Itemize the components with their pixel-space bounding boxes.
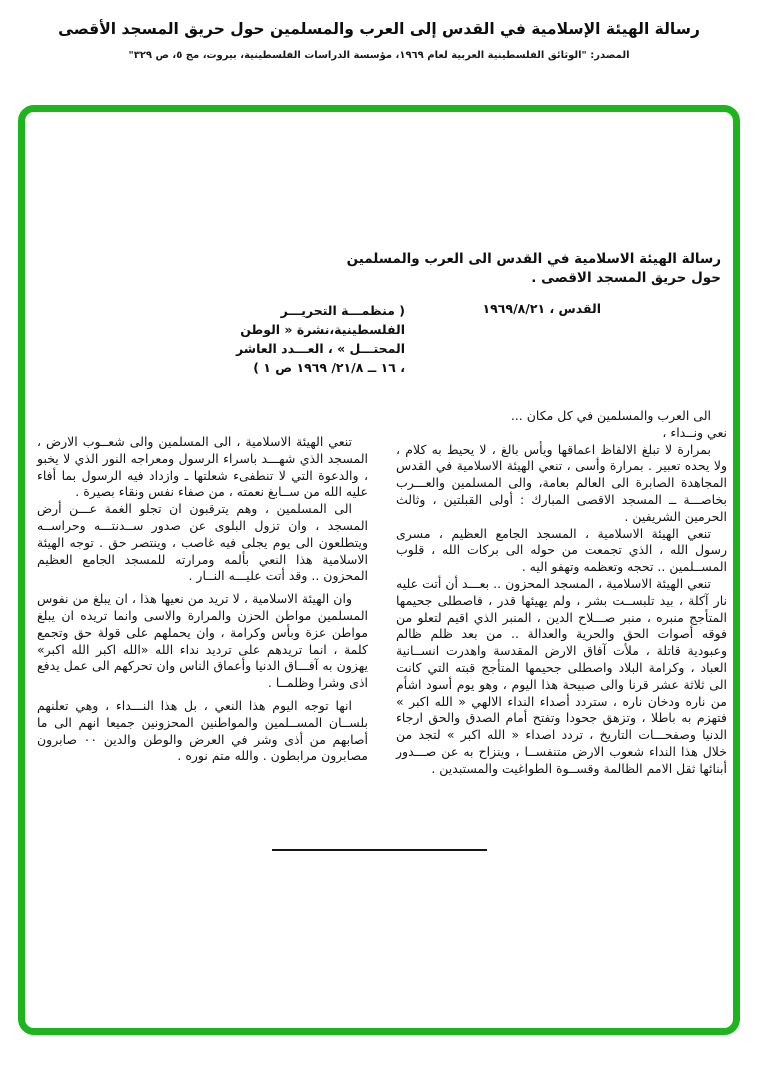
column-right [396,408,727,778]
source-citation: المصدر: "الوثائق الفلسطينية العربية لعام ١٩٦٩، مؤسسة الدراسات الفلسطينية، بيروت، مج ٥، ص ٣٢٩" [128,50,630,61]
document-title-line2: حول حريق المسجد الاقصى . [531,270,721,286]
green-border-frame [18,105,740,1035]
paragraph: بمرارة لا تبلغ الالفاظ اعماقها ويأس بالغ ، لا يحيط به كلام ، ولا يحده تعبير . بمرارة وأسى ، تنعي الهيئة الاسلامية في القدس المجاهدة الصابرة الى العالم بعامة، والى المسلمين والعـــرب بخاصـــة ــ المسجد الاقصى المبارك : أولى القبلتين ، وثالث الحرمين الشريفين . [396,441,727,524]
paragraph: تنعي الهيئة الاسلامية ، المسجد المحزون .. بعـــد أن أتت عليه نار آكلة ، بيد تلبســت بشر ، ولم يهيئها قدر ، فاصطلى جحيمها المتأجج منبره ، منبر صـــلاح الدين ، المنبر الذي اقيم لتعلو من فوقه أصوات الحق والحرية والعدالة .. من بعد ظلم ظالم وعبودية قاتلة ، ملأت آفاق الارض المقدسة واهدرت انســانية العباد ، وكرامة البلاد واصطلى جحيمها المتأجج قبته التي كانت الى ثلاثة عشر قرنا والى صبيحة هذا اليوم ، وهو يوم أسود اشأم من ناره ودخان ناره ، ستردد أصداء النداء الالهي « الله اكبر » فتهزم به باطلا ، وتزهق جحودا وتفتح أمام الصدق والحق ارجاء الدنيا وصفحـــات التاريخ ، تردد اصداء « الله اكبر » لتجد من خلال هذا النداء شعوب الارض متنفســا ، وينزاح به عن صـــدور أبنائها ثقل الامم الظالمة وقســوة الطواغيت والمستبدين . [396,575,727,776]
column-left [37,434,368,778]
paragraph: نعي ونــداء ، [662,424,727,440]
paragraph: الى المسلمين ، وهم يترقبون ان تجلو الغمة عـــن أرض المسجد ، وان تزول البلوى عن صدور ســدنتـــه وحراســه ويتطلعون الى يوم يجلى فيه غاصب ، وينتصر حق . توجه الهيئة الاسلامية هذا النعي بألمه ومرارته للمسجد الجامع العظيم المحزون .. وقد أتت عليـــه النــار . [37,501,368,584]
footer-divider-line [272,849,487,851]
paragraph: تنعي الهيئة الاسلامية ، المسجد الجامع العظيم ، مسرى رسول الله ، الذي تجمعت من حوله الى بركات الله ، قلوب المســلمين .. تحجه وتعظمه وتهفو اليه . [396,525,727,575]
page-title: رسالة الهيئة الإسلامية في القدس إلى العرب والمسلمين حول حريق المسجد الأقصى [58,20,700,38]
paragraph: انها توجه اليوم هذا النعي ، بل هذا النـــداء ، وهي تعلنهم بلســان المســلمين والمواطنين المحزونين جميعا انهم الى ما أصابهم من أذى وشر في العرض والوطن والدين ٠٠ صابرون مصابرون مرابطون . والله متم نوره . [37,697,368,764]
publication-note: ( منظمـــة التحريـــر الفلسطينية،نشرة « الوطن المحتـــل » ، العـــدد العاشر ، ١٦ ــ ٢١/٨/ ١٩٦٩ ص ١ ) [236,303,405,375]
document-title [347,250,721,288]
document-title-line1: رسالة الهيئة الاسلامية في القدس الى العرب والمسلمين [346,251,721,267]
body-columns [31,408,727,778]
paragraph: وان الهيئة الاسلامية ، لا تريد من نعيها هذا ، ان يبلغ من نفوس المسلمين مواطن الحزن والمرارة والاسى وانما تريده ان يبلغ مواطن عزة وبأس وكرامة ، وان يحملهم على قولة حق وتجمع كلمة ، انما تريدهم على ترديد نداء الله «الله اكبر الله اكبر» يهزون به آفـــاق الدنيا وأعماق الناس وان تحركهم الى عمل يدفع اذى وشرا وظلمــا . [37,591,368,691]
paragraph: تنعي الهيئة الاسلامية ، الى المسلمين والى شعــوب الارض ، المسجد الذي شهـــد باسراء الرسول ومعراجه النور الذي لا يخبو ، والدعوة التي لا تنطفىء شعلتها ـ وازداد فيه الرسول بما أفاء عليه الله من ســابغ نعمته ، من صفاء نفس ونقاء بصيرة . [37,434,368,500]
paragraph: الى العرب والمسلمين في كل مكان ... [510,408,711,423]
dateline: القدس ، ١٩٦٩/٨/٢١ [482,301,601,316]
